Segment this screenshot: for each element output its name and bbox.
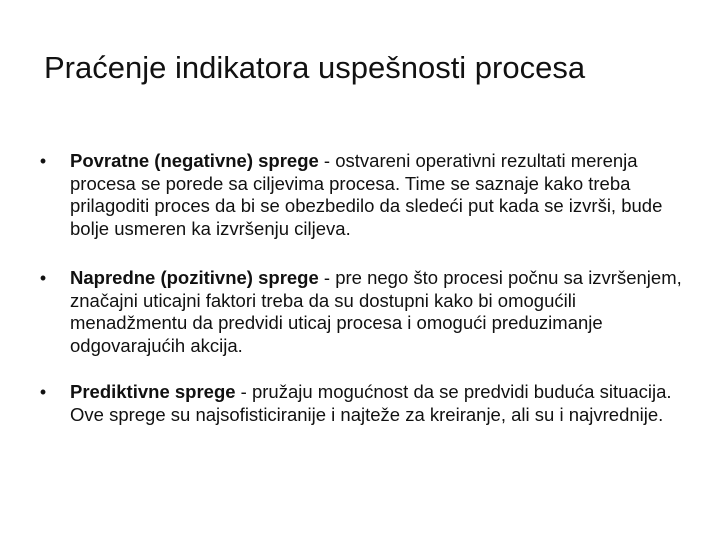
bullet-text: - pre nego što procesi počnu sa izvršenjem, značajni uticajni faktori treba da su dostupni kako bi omogućili menadžmentu da predvidi uticaj procesa i omogući preduzimanje odgovarajućih akcija.	[70, 267, 682, 356]
bullet-item-feedforward	[32, 267, 692, 357]
bullet-item-predictive	[32, 381, 692, 426]
bullet-term: Napredne (pozitivne) sprege	[70, 267, 319, 288]
bullet-list	[32, 150, 692, 453]
bullet-icon: •	[39, 151, 47, 171]
bullet-text: - ostvareni operativni rezultati merenja procesa se porede sa ciljevima procesa. Time se saznaje kako treba prilagoditi proces da bi se obezbedilo da sledeći put kada se izvrši, bude bolje usmeren ka izvršenju ciljeva.	[70, 150, 663, 239]
bullet-icon: •	[39, 382, 47, 402]
bullet-item-feedback	[32, 150, 692, 240]
slide-title: Praćenje indikatora uspešnosti procesa	[44, 50, 586, 85]
bullet-text: - pružaju mogućnost da se predvidi buduća situacija. Ove sprege su najsofisticiranije i najteže za kreiranje, ali su i najvrednije.	[70, 381, 672, 425]
bullet-term: Prediktivne sprege	[70, 381, 236, 402]
bullet-term: Povratne (negativne) sprege	[70, 150, 319, 171]
bullet-icon: •	[39, 268, 47, 288]
